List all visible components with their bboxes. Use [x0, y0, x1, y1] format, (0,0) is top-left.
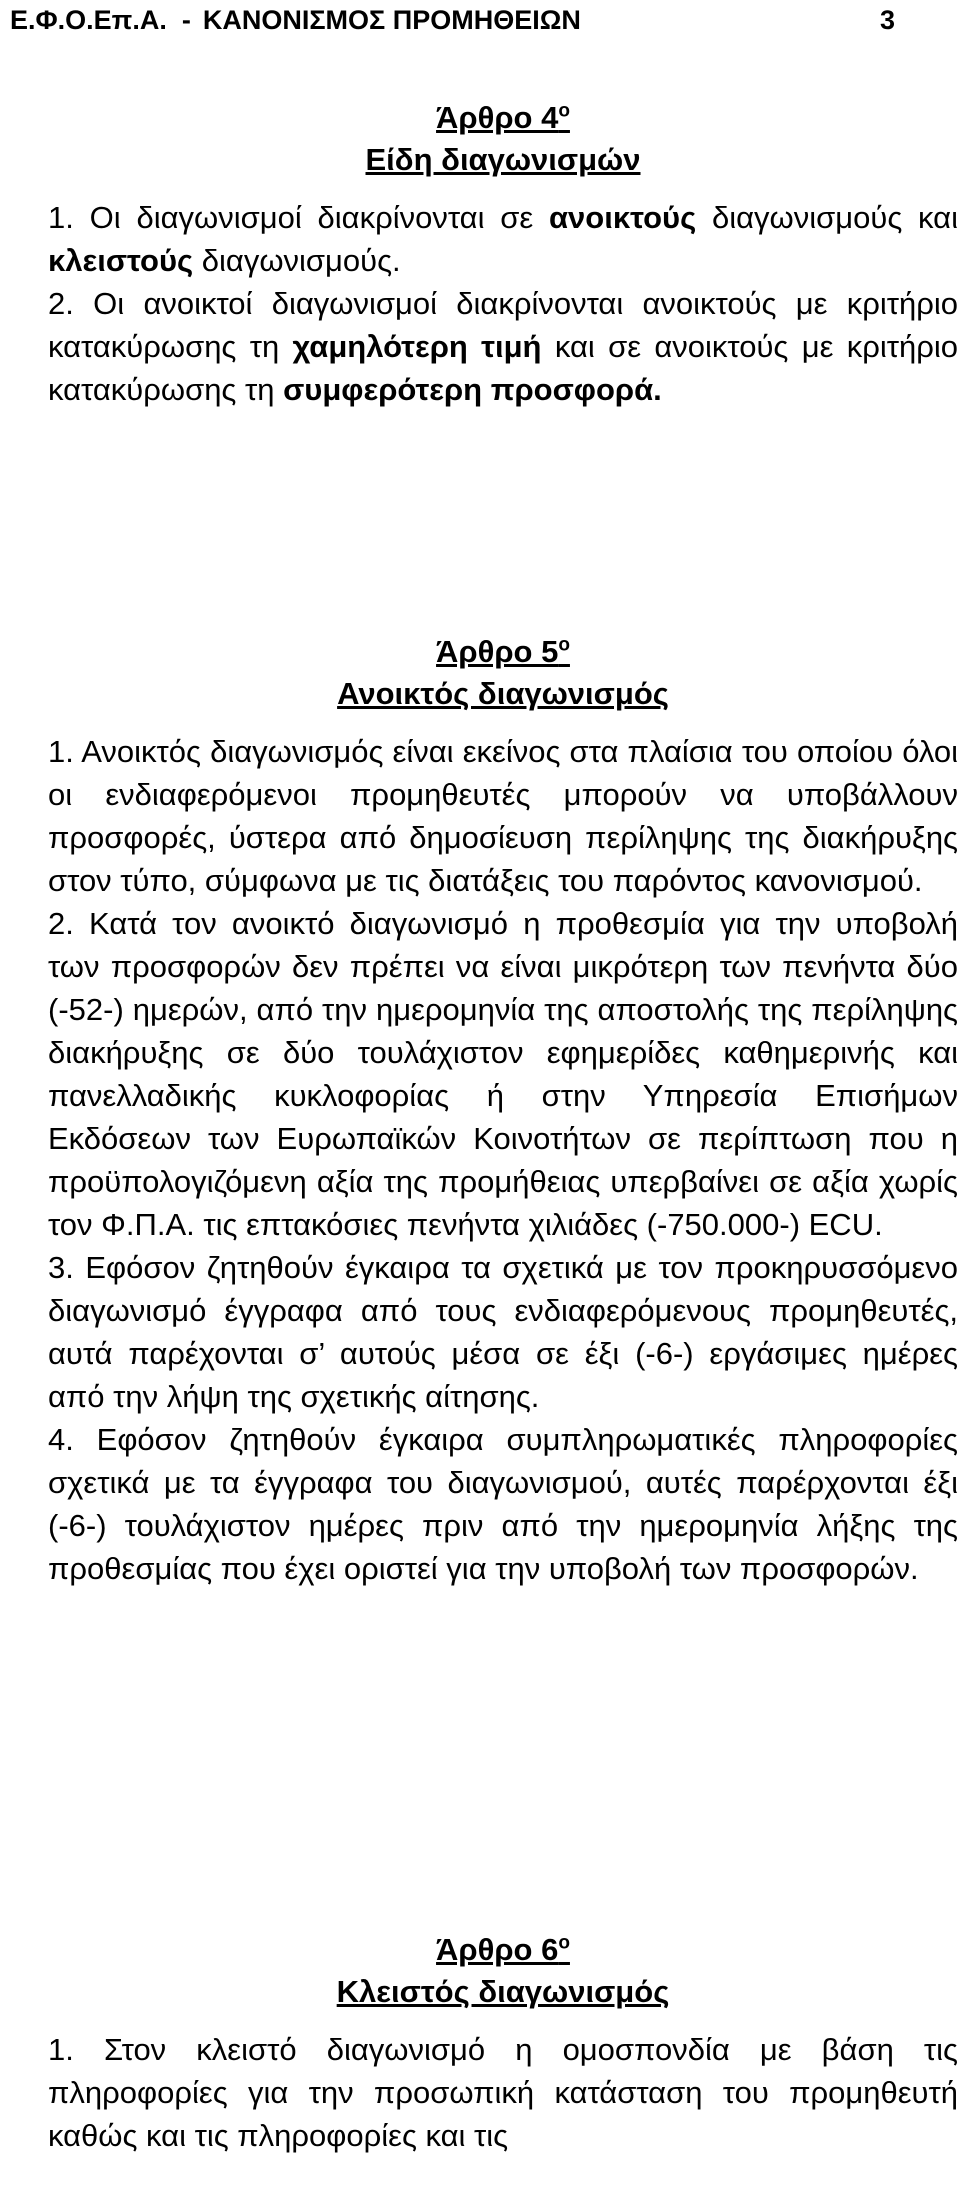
article-5-paragraph-3: 3. Εφόσον ζητηθούν έγκαιρα τα σχετικά με τον προκηρυσσόμενο διαγωνισμό έγγραφα από τους ενδιαφερόμενους προμηθευτές, αυτά παρέχονται σ’ αυτούς μέσα σε έξι (-6-) εργάσιμες ημέρες από την λήψη της σχετικής αίτησης. [48, 1250, 958, 1414]
article-5-paragraph-1: 1. Ανοικτός διαγωνισμός είναι εκείνος στα πλαίσια του οποίου όλοι οι ενδιαφερόμενοι προμηθευτές μπορούν να υποβάλλουν προσφορές, ύστερα από δημοσίευση περίληψης της διακήρυξης στον τύπο, σύμφωνα με τις διατάξεις του παρόντος κανονισμού. [48, 734, 958, 898]
article-5-title: Ανοικτός διαγωνισμός [337, 676, 669, 711]
article-4-paragraph-2: 2. Οι ανοικτοί διαγωνισμοί διακρίνονται ανοικτούς με κριτήριο κατακύρωσης τη χαμηλότερη τιμή και σε ανοικτούς με κριτήριο κατακύρωσης τη συμφερότερη προσφορά. [48, 286, 958, 407]
article-5-number: Άρθρο $5^o$ [436, 634, 570, 669]
article-5-heading [48, 630, 958, 674]
document-title: ΚΑΝΟΝΙΣΜΟΣ ΠΡΟΜΗΘΕΙΩΝ [202, 5, 581, 35]
article-4-number: Άρθρο $4^o$ [436, 100, 570, 135]
article-5-paragraph-2: 2. Κατά τον ανοικτό διαγωνισμό η προθεσμία για την υποβολή των προσφορών δεν πρέπει να είναι μικρότερη των πενήντα δύο (-52-) ημερών, από την ημερομηνία της αποστολής της περίληψης διακήρυξης σε δύο τουλάχιστον εφημερίδες καθημερινής και πανελλαδικής κυκλοφορίας ή στην Υπηρεσία Επισήμων Εκδόσεων των Ευρωπαϊκών Κοινοτήτων σε περίπτωση που η προϋπολογιζόμενη αξία της προμήθειας υπερβαίνει σε αξία χωρίς τον Φ.Π.Α. τις επτακόσιες πενήντα χιλιάδες (-750.000-) ECU. [48, 906, 958, 1242]
article-4 [48, 96, 958, 411]
article-4-heading [48, 96, 958, 140]
article-4-paragraph-1: 1. Οι διαγωνισμοί διακρίνονται σε ανοικτούς διαγωνισμούς και κλειστούς διαγωνισμούς. [48, 200, 958, 278]
article-6 [48, 1928, 958, 2157]
article-4-title: Είδη διαγωνισμών [365, 142, 641, 177]
article-5 [48, 630, 958, 1590]
article-6-number: Άρθρο $6^o$ [436, 1932, 570, 1967]
org-abbreviation: Ε.Φ.Ο.Επ.Α. - [10, 5, 191, 35]
article-6-paragraph-1: 1. Στον κλειστό διαγωνισμό η ομοσπονδία με βάση τις πληροφορίες για την προσωπική κατάσταση του προμηθευτή καθώς και τις πληροφορίες και τις [48, 2032, 958, 2153]
page-number: 3 [879, 5, 895, 35]
running-header [10, 2, 895, 38]
article-6-title: Κλειστός διαγωνισμός [336, 1974, 670, 2009]
article-5-paragraph-4: 4. Εφόσον ζητηθούν έγκαιρα συμπληρωματικές πληροφορίες σχετικά με τα έγγραφα του διαγωνισμού, αυτές παρέρχονται έξι (-6-) τουλάχιστον ημέρες πριν από την ημερομηνία λήξης της προθεσμίας που έχει οριστεί για την υποβολή των προσφορών. [48, 1422, 958, 1586]
article-6-heading [48, 1928, 958, 1972]
